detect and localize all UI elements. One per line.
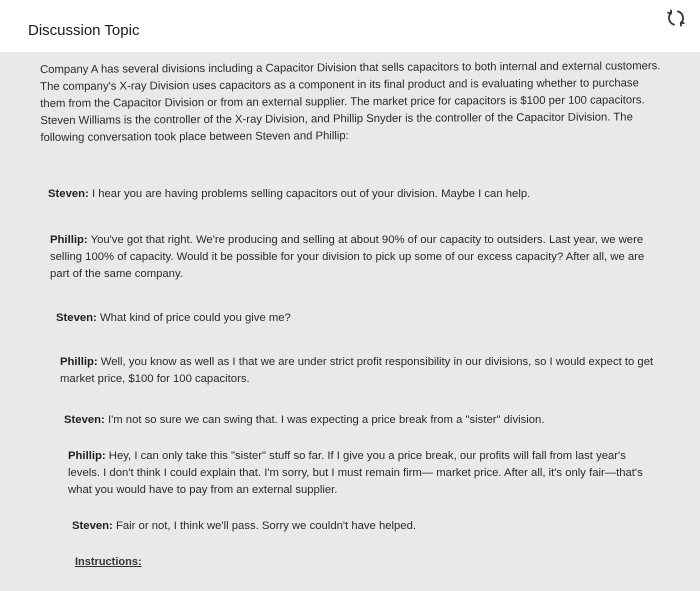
- dialogue-line: [72, 518, 652, 535]
- header: [0, 0, 700, 52]
- dialogue-text: Well, you know as well as I that we are under strict profit responsibility in our divisions, so I would expect to get market price, $100 for 100 capacitors.: [60, 356, 654, 385]
- speaker-name: Phillip:: [60, 356, 98, 368]
- dialogue-line: [56, 310, 636, 327]
- discussion-content: [0, 52, 700, 591]
- refresh-icon[interactable]: [664, 6, 688, 30]
- page-title: Discussion Topic: [28, 22, 140, 39]
- dialogue-text: What kind of price could you give me?: [96, 312, 291, 324]
- dialogue-text: You've got that right. We're producing and selling at about 90% of our capacity to outsiders. Last year, we were selling 100% of capacity. Would it be possible for your division to pick up some of our excess capacity? After all, we are part of the same company.: [50, 234, 645, 280]
- speaker-name: Phillip:: [68, 450, 106, 462]
- speaker-name: Steven:: [56, 312, 97, 324]
- dialogue-line: [60, 354, 660, 388]
- dialogue-line: [64, 412, 644, 429]
- speaker-name: Steven:: [72, 520, 113, 532]
- intro-paragraph: Company A has several divisions including a Capacitor Division that sells capacitors to both internal and external customers. The company's X-ray Division uses capacitors as a component in its final product and is evaluating whether to purchase them from the Capacitor Division or from an external supplier. The market price for capacitors is $100 per 100 capacitors. Steven Williams is the controller of the X-ray Division, and Phillip Snyder is the controller of the Capacitor Division. The following conversation took place between Steven and Phillip:: [40, 60, 661, 144]
- speaker-name: Steven:: [64, 414, 105, 426]
- dialogue-text: Fair or not, I think we'll pass. Sorry we couldn't have helped.: [112, 520, 417, 532]
- dialogue-line: [68, 448, 648, 499]
- speaker-name: Phillip:: [50, 234, 88, 246]
- dialogue-text: I'm not so sure we can swing that. I was expecting a price break from a "sister" division.: [104, 414, 545, 426]
- dialogue-line: [48, 186, 648, 203]
- instructions-link[interactable]: Instructions:: [75, 556, 142, 568]
- dialogue-text: I hear you are having problems selling capacitors out of your division. Maybe I can help.: [88, 188, 531, 200]
- dialogue-line: [50, 232, 655, 283]
- dialogue-text: Hey, I can only take this "sister" stuff so far. If I give you a price break, our profits will fall from last year's levels. I don't think I could explain that. I'm sorry, but I must remain firm— market price. After all, it's only fair—that's what you would have to pay from an external supplier.: [68, 450, 643, 496]
- speaker-name: Steven:: [48, 188, 89, 200]
